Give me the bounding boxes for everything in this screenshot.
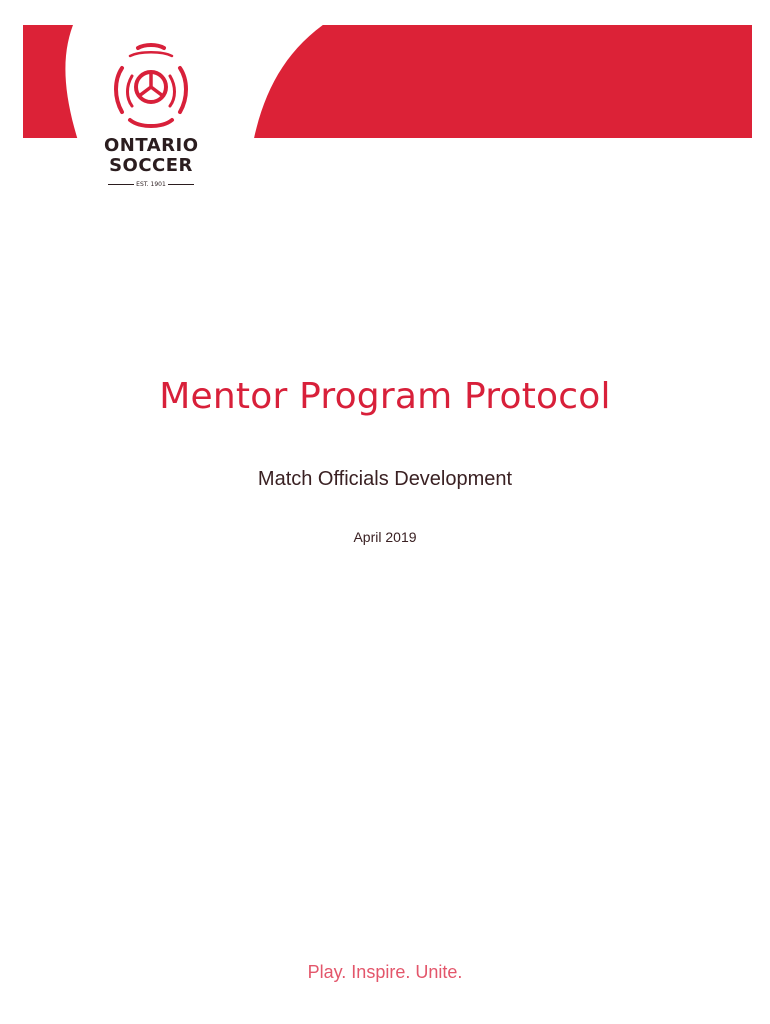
ontario-soccer-logo	[104, 40, 198, 190]
logo-established-text: EST. 1901	[136, 181, 166, 188]
logo-established-line	[104, 180, 198, 190]
document-date: April 2019	[353, 529, 417, 545]
soccer-ball-logo-icon	[110, 40, 192, 132]
logo-wordmark-ontario: ONTARIO	[104, 135, 199, 156]
document-title: Mentor Program Protocol	[159, 376, 611, 417]
document-subtitle: Match Officials Development	[257, 468, 513, 490]
logo-rule-right	[168, 184, 194, 185]
document-tagline: Play. Inspire. Unite.	[307, 962, 463, 982]
logo-wordmark-soccer: SOCCER	[109, 155, 193, 176]
